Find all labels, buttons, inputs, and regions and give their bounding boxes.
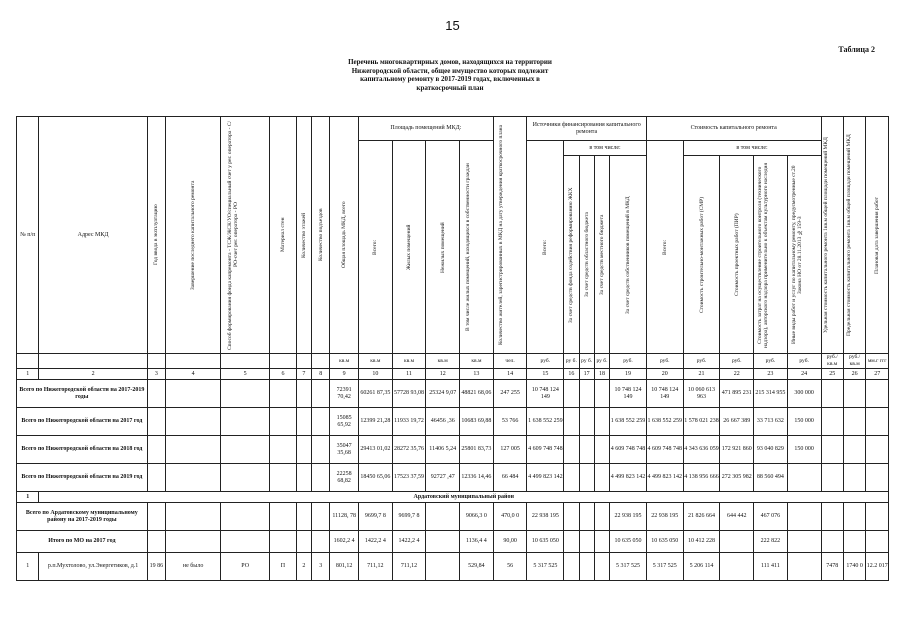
header-unit-cost: Удельная стоимость капитального ремонта 1кв.м общей площади помещений МКД — [823, 137, 830, 333]
table-cell: 3 — [147, 369, 165, 380]
header-supervision-cost: Стоимость затрат на осуществление строительного контроля (технического надзора), авторского надзора применительно к объектам культурного наследия — [757, 161, 770, 348]
table-cell: 22 938 195 — [646, 503, 683, 531]
table-cell: 25324 9,07 — [426, 380, 460, 408]
title-line: Нижегородской области, общее имущество которых подлежит — [351, 66, 549, 75]
table-cell: 18450 65,06 — [358, 464, 392, 492]
table-cell: 10 635 050 — [646, 531, 683, 553]
table-cell: 127 005 — [493, 436, 527, 464]
table-cell: 15085 65,92 — [330, 408, 359, 436]
header-total-area: Общая площадь МКД, всего — [341, 201, 348, 269]
header-other-works: Иные виды работ и услуг по капитальному ремонту, предусмотренные ст.20 Закона НО от 28.11.2013 №159-З — [791, 165, 804, 344]
title-line: краткосрочный план — [416, 83, 484, 92]
table-cell: 56 — [493, 553, 527, 581]
header-local-budget: За счет средств местного бюджета — [598, 214, 605, 295]
table-cell: ру б. — [594, 354, 609, 369]
table-cell: 5 317 525 — [610, 553, 647, 581]
table-cell: 644 442 — [720, 503, 754, 531]
table-cell: 48821 68,06 — [460, 380, 494, 408]
repair-plan-table — [16, 116, 889, 581]
table-cell: не было — [166, 553, 221, 581]
table-cell: 10 748 124 149 — [527, 380, 564, 408]
table-row — [17, 408, 889, 436]
table-cell — [147, 354, 165, 369]
table-cell: 215 314 955 — [754, 380, 788, 408]
table-cell: 467 076 — [754, 503, 788, 531]
table-cell: 22 938 195 — [610, 503, 647, 531]
table-cell: Всего по Нижегородской области на 2019 год — [17, 464, 148, 492]
table-cell: 33 713 632 — [754, 408, 788, 436]
table-cell: 29413 01,02 — [358, 436, 392, 464]
table-cell: Всего по Нижегородской области на 2017-2019 годы — [17, 380, 148, 408]
table-cell: мм.г ггг — [866, 354, 889, 369]
table-cell: 57728 93,08 — [392, 380, 426, 408]
table-cell: 272 305 982 — [720, 464, 754, 492]
table-cell: 93 040 829 — [754, 436, 788, 464]
district-number: 1 — [17, 492, 39, 503]
table-cell: 4 609 748 748 — [527, 436, 564, 464]
table-cell: 4 609 748 748 — [610, 436, 647, 464]
table-cell: 711,12 — [392, 553, 426, 581]
table-cell: 12 — [426, 369, 460, 380]
page-number: 15 — [445, 18, 460, 33]
table-cell: Итого по МО на 2017 год — [17, 531, 148, 553]
table-cell: Всего по Ардатовскому муниципальному району на 2017-2019 годы — [17, 503, 148, 531]
table-cell: 12336 14,46 — [460, 464, 494, 492]
table-cell: 23 — [754, 369, 788, 380]
table-cell: 88 560 494 — [754, 464, 788, 492]
table-cell: 4 — [166, 369, 221, 380]
table-cell: 8 — [312, 369, 330, 380]
table-row — [17, 436, 889, 464]
table-cell: 111 411 — [754, 553, 788, 581]
table-cell: руб. — [610, 354, 647, 369]
table-cell: 172 921 860 — [720, 436, 754, 464]
table-cell: 4 138 956 666 — [683, 464, 720, 492]
table-cell: 11406 5,24 — [426, 436, 460, 464]
header-cost-group: Стоимость капитального ремонта — [646, 117, 821, 141]
table-cell: 2 — [296, 553, 311, 581]
table-cell: 300 000 — [787, 380, 821, 408]
header-completion-date: Плановая дата завершения работ — [874, 196, 881, 274]
table-cell: 90,00 — [493, 531, 527, 553]
table-cell: 66 484 — [493, 464, 527, 492]
header-residents: Количество жителей, зарегистрированных в МКД на дату утверждения краткосрочного плана — [498, 125, 505, 346]
table-cell: 28272 35,76 — [392, 436, 426, 464]
table-row — [17, 464, 889, 492]
table-cell: 13 — [460, 369, 494, 380]
table-cell: 16 — [564, 369, 579, 380]
table-cell: 247 255 — [493, 380, 527, 408]
table-cell: 4 343 636 059 — [683, 436, 720, 464]
header-cost-total: Всего: — [661, 239, 668, 255]
header-owned-area: В том числе жилых помещений, находящихся в собственности граждан — [465, 163, 472, 331]
table-cell: 20 — [646, 369, 683, 380]
table-cell: 1422,2 4 — [358, 531, 392, 553]
table-cell: 6 — [270, 369, 297, 380]
table-cell: 10 748 124 149 — [610, 380, 647, 408]
table-cell: кв.м — [358, 354, 392, 369]
table-row — [17, 503, 889, 531]
header-area-total: Всего: — [372, 239, 379, 255]
table-cell: РО — [221, 553, 270, 581]
table-cell: 711,12 — [358, 553, 392, 581]
table-cell — [17, 354, 39, 369]
table-cell: 471 895 231 — [720, 380, 754, 408]
table-cell: 4 499 823 142 — [646, 464, 683, 492]
table-cell: 35047 35,68 — [330, 436, 359, 464]
header-last-repair: Завершение последнего капитального ремонта — [190, 180, 197, 290]
table-cell: 1 578 021 238 — [683, 408, 720, 436]
header-owners-funds: За счет средств собственников помещений в МКД — [625, 195, 631, 314]
header-area-group: Площадь помещений МКД: — [358, 117, 493, 141]
table-cell: руб. — [527, 354, 564, 369]
table-cell: 1 — [17, 553, 39, 581]
column-numbers-row — [17, 369, 889, 380]
table-cell: 5 — [221, 369, 270, 380]
district-row — [17, 492, 889, 503]
table-cell: кв.м — [460, 354, 494, 369]
table-cell: 9699,7 8 — [358, 503, 392, 531]
table-cell — [221, 354, 270, 369]
table-cell: 72391 70,42 — [330, 380, 359, 408]
document-title — [330, 58, 570, 92]
table-cell: 9 — [330, 369, 359, 380]
table-label: Таблица 2 — [838, 45, 875, 54]
table-cell — [166, 354, 221, 369]
header-entrances: Количество подъездов — [317, 208, 324, 262]
title-line: капитальному ремонту в 2017-2019 годах, включенных в — [360, 75, 540, 83]
header-living-area: Жилых помещений — [406, 224, 412, 270]
table-cell: ру б. — [564, 354, 579, 369]
table-cell: 222 822 — [754, 531, 788, 553]
table-cell: 15 — [527, 369, 564, 380]
header-fin-total: Всего: — [542, 239, 549, 255]
table-cell: 150 000 — [787, 408, 821, 436]
table-cell: 17 — [579, 369, 594, 380]
table-cell: 14 — [493, 369, 527, 380]
table-cell: 150 000 — [787, 436, 821, 464]
table-cell: 801,12 — [330, 553, 359, 581]
table-cell: 1 638 552 259 — [646, 408, 683, 436]
header-max-unit-cost: Предельная стоимость капитального ремонта 1кв.м общей площади помещений МКД — [845, 134, 852, 336]
table-cell: 27 — [866, 369, 889, 380]
table-cell: 3 — [312, 553, 330, 581]
table-cell: руб. — [754, 354, 788, 369]
header-year: Год ввода в эксплуатацию — [153, 204, 160, 266]
table-cell: руб. — [720, 354, 754, 369]
table-cell — [270, 354, 297, 369]
header-fin-sub: в том числе: — [564, 141, 647, 156]
table-row — [17, 553, 889, 581]
table-cell: кв.м — [392, 354, 426, 369]
table-cell: П — [270, 553, 297, 581]
table-cell: 529,84 — [460, 553, 494, 581]
table-cell: 10 412 228 — [683, 531, 720, 553]
table-cell: чел. — [493, 354, 527, 369]
table-cell: руб. — [646, 354, 683, 369]
table-cell: 5 206 114 — [683, 553, 720, 581]
table-cell: 19 86 — [147, 553, 165, 581]
table-cell: 10 — [358, 369, 392, 380]
table-cell: 17523 37,59 — [392, 464, 426, 492]
header-address: Адрес МКД — [39, 117, 147, 354]
table-cell: 25 — [821, 369, 843, 380]
table-cell: 7478 — [821, 553, 843, 581]
table-cell: 10 748 124 149 — [646, 380, 683, 408]
table-cell: 10 060 613 963 — [683, 380, 720, 408]
table-cell: 26 667 389 — [720, 408, 754, 436]
table-cell: 22 938 195 — [527, 503, 564, 531]
table-cell: Всего по Нижегородской области на 2017 год — [17, 408, 148, 436]
table-cell: 22 — [720, 369, 754, 380]
table-cell: 1136,4 4 — [460, 531, 494, 553]
table-cell: 11 — [392, 369, 426, 380]
table-cell: 1 — [17, 369, 39, 380]
table-cell: 1 638 552 259 — [527, 408, 564, 436]
table-cell: 2 — [39, 369, 147, 380]
table-cell: 10683 69,88 — [460, 408, 494, 436]
header-construction-cost: Стоимость строительно-монтажных работ (СМР) — [698, 196, 705, 313]
header-cost-sub: в том числе: — [683, 141, 821, 156]
table-cell: 92727 ,47 — [426, 464, 460, 492]
table-cell: 1740 0 — [843, 553, 865, 581]
table-cell: руб. — [787, 354, 821, 369]
table-cell: руб. — [683, 354, 720, 369]
units-row — [17, 354, 889, 369]
header-fund-method: Способ формирования фонда капремонта - ТСЖ/ЖСК/УО/специальный счет у рег. оператора - С/РО-счет рег. оператора - РО — [227, 120, 240, 350]
district-name: Ардатовский муниципальный район — [39, 492, 889, 503]
table-cell — [296, 354, 311, 369]
table-cell: Всего по Нижегородской области на 2018 год — [17, 436, 148, 464]
header-regional-budget: За счет средств областного бюджета — [583, 212, 590, 297]
table-row — [17, 531, 889, 553]
table-cell: 21 — [683, 369, 720, 380]
header-design-cost: Стоимость проектных работ (ПИР) — [733, 213, 740, 296]
table-cell: 11933 19,72 — [392, 408, 426, 436]
table-cell: 24 — [787, 369, 821, 380]
table-cell: 7 — [296, 369, 311, 380]
table-cell: 22258 68,82 — [330, 464, 359, 492]
table-cell: 46456 ,36 — [426, 408, 460, 436]
table-cell: 10 635 050 — [610, 531, 647, 553]
table-cell: 4 499 823 142 — [527, 464, 564, 492]
table-cell: 18 — [594, 369, 609, 380]
table-cell: 11128, 78 — [330, 503, 359, 531]
table-cell — [39, 354, 147, 369]
table-cell: 1422,2 4 — [392, 531, 426, 553]
table-cell: 9066,3 0 — [460, 503, 494, 531]
title-line: Перечень многоквартирных домов, находящихся на территории — [348, 58, 552, 66]
table-cell — [312, 354, 330, 369]
header-wall-material: Материал стен — [279, 217, 286, 253]
table-cell: кв.м — [330, 354, 359, 369]
table-row — [17, 380, 889, 408]
header-financing-group: Источники финансирования капитального ремонта — [527, 117, 646, 141]
table-cell: 60261 87,35 — [358, 380, 392, 408]
table-cell: 19 — [610, 369, 647, 380]
header-number: № п/п — [17, 117, 39, 354]
table-cell: 1602,2 4 — [330, 531, 359, 553]
table-cell: 1 638 552 259 — [610, 408, 647, 436]
table-cell: 21 826 664 — [683, 503, 720, 531]
table-cell: ру б. — [579, 354, 594, 369]
table-cell: руб./ кв.м — [821, 354, 843, 369]
table-cell: 4 609 748 748 — [646, 436, 683, 464]
header-nonliving-area: Нежилых помещений — [439, 221, 446, 273]
table-cell: 470,0 0 — [493, 503, 527, 531]
table-cell — [787, 464, 821, 492]
table-cell: кв.м — [426, 354, 460, 369]
table-cell: 53 766 — [493, 408, 527, 436]
table-cell: 5 317 525 — [646, 553, 683, 581]
header-floors: Количество этажей — [300, 212, 307, 258]
table-cell: 25801 83,73 — [460, 436, 494, 464]
table-cell: 9699,7 8 — [392, 503, 426, 531]
table-cell: 10 635 050 — [527, 531, 564, 553]
table-cell: р.п.Мухтолово, ул.Энергетиков, д.1 — [39, 553, 147, 581]
table-cell: 26 — [843, 369, 865, 380]
table-cell: 12.2 017 — [866, 553, 889, 581]
table-cell: 4 499 823 142 — [610, 464, 647, 492]
table-cell: руб./ кв.м — [843, 354, 865, 369]
table-cell: 12399 21,28 — [358, 408, 392, 436]
header-fund-reform: За счет средств фонда содействия реформированию ЖКХ — [568, 186, 575, 323]
table-cell: 5 317 525 — [527, 553, 564, 581]
